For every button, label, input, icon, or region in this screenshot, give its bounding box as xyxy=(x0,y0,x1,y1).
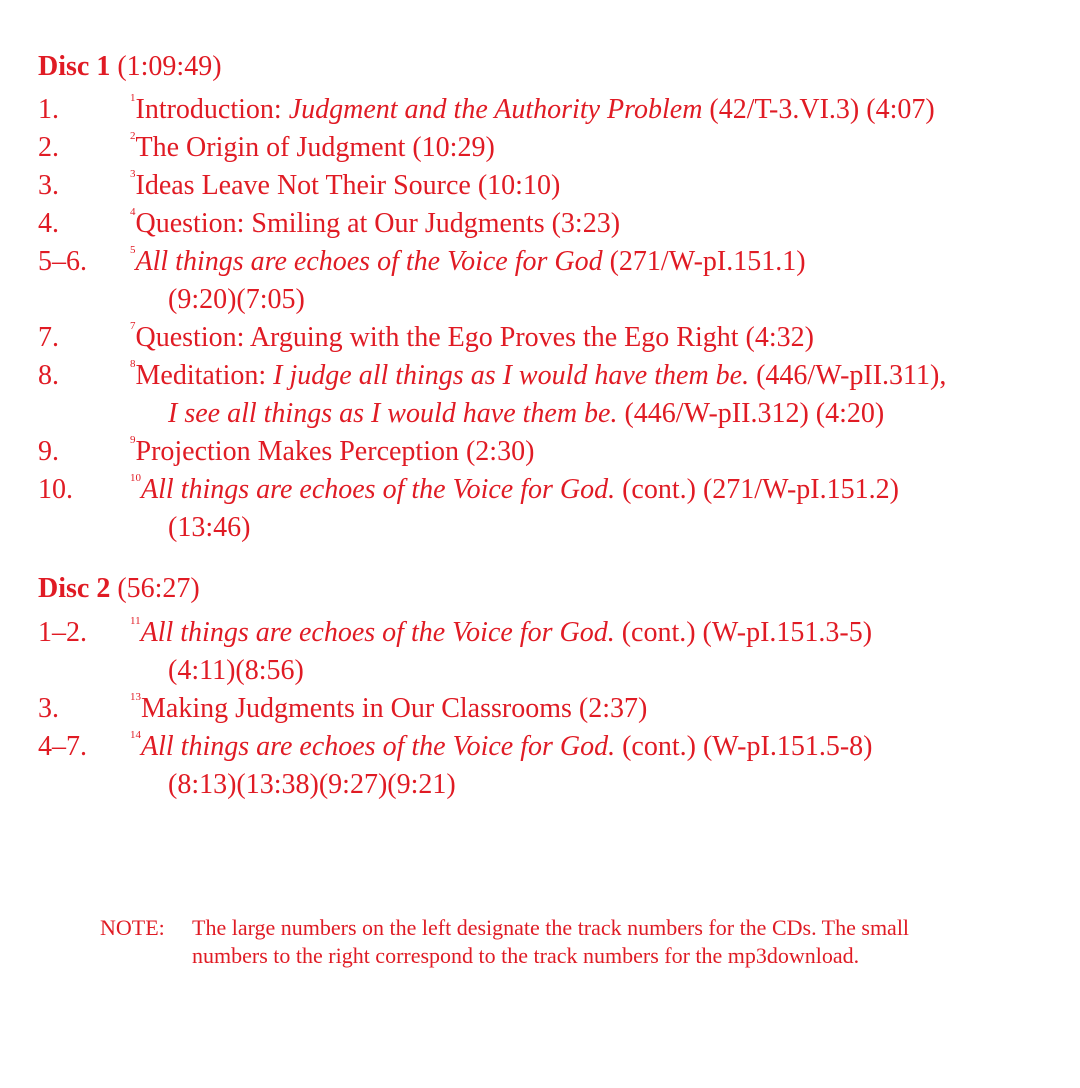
track-row xyxy=(38,319,1068,357)
track-italic-title: I see all things as I would have them be. xyxy=(168,398,618,429)
track-title xyxy=(130,728,1068,766)
track-text: Ideas Leave Not Their Source (10:10) xyxy=(135,170,561,201)
track-row xyxy=(38,129,1068,167)
cd-track-number-blank xyxy=(38,766,130,804)
disc-2-heading xyxy=(38,570,200,608)
track-row-continued xyxy=(38,766,1068,804)
track-reference: (446/W-pII.311), xyxy=(749,360,947,391)
cd-track-number: 3. xyxy=(38,170,59,201)
track-durations: (446/W-pII.312) (4:20) xyxy=(617,398,885,429)
track-italic-title: All things are echoes of the Voice for God. xyxy=(141,731,616,762)
note-text xyxy=(192,914,909,970)
track-text: Meditation: xyxy=(135,360,274,391)
track-row-continued xyxy=(38,281,1068,319)
disc-1-track-list xyxy=(38,91,1068,547)
note-line-1: The large numbers on the left designate the track numbers for the CDs. The small xyxy=(192,915,910,940)
cd-track-number: 3. xyxy=(38,693,59,724)
mp3-track-number: 9 xyxy=(130,434,136,446)
cd-track-number-blank xyxy=(38,395,130,433)
cd-track-number: 9. xyxy=(38,436,59,467)
track-title xyxy=(130,167,1068,205)
mp3-track-number: 8 xyxy=(130,358,136,370)
cd-track-number: 10. xyxy=(38,474,73,505)
track-italic-title: All things are echoes of the Voice for God xyxy=(135,246,603,277)
mp3-track-number: 13 xyxy=(130,691,141,703)
track-text: Projection Makes Perception (2:30) xyxy=(135,436,535,467)
disc-1-heading xyxy=(38,48,222,86)
track-continuation xyxy=(130,395,1068,433)
cd-track-number: 4. xyxy=(38,208,59,239)
track-title xyxy=(130,433,1068,471)
track-durations: (13:46) xyxy=(168,512,251,543)
track-row xyxy=(38,433,1068,471)
track-reference: (cont.) (W-pI.151.3-5) xyxy=(614,617,873,648)
disc-2-duration: (56:27) xyxy=(117,573,200,604)
cd-track-number-blank xyxy=(38,652,130,690)
track-durations: (4:11)(8:56) xyxy=(168,655,304,686)
mp3-track-number: 11 xyxy=(130,615,141,627)
mp3-track-number: 14 xyxy=(130,729,141,741)
track-text: Making Judgments in Our Classrooms (2:37) xyxy=(141,693,648,724)
track-row xyxy=(38,614,1068,652)
track-title xyxy=(130,205,1068,243)
cd-track-number: 7. xyxy=(38,322,59,353)
cd-track-number-blank xyxy=(38,509,130,547)
track-continuation xyxy=(130,766,1068,804)
track-continuation xyxy=(130,509,1068,547)
track-row xyxy=(38,205,1068,243)
cd-track-number: 4–7. xyxy=(38,731,87,762)
track-title xyxy=(130,614,1068,652)
track-continuation xyxy=(130,652,1068,690)
mp3-track-number: 5 xyxy=(130,244,136,256)
track-text: The Origin of Judgment (10:29) xyxy=(135,132,495,163)
cd-track-number: 5–6. xyxy=(38,246,87,277)
cd-track-number: 1. xyxy=(38,94,59,125)
note-label: NOTE: xyxy=(100,915,165,940)
cd-track-number-blank xyxy=(38,281,130,319)
track-italic-title: All things are echoes of the Voice for God. xyxy=(140,617,615,648)
track-row xyxy=(38,471,1068,509)
track-italic-title: I judge all things as I would have them be. xyxy=(273,360,750,391)
track-text: Introduction: xyxy=(135,94,289,125)
track-italic-title: Judgment and the Authority Problem xyxy=(288,94,703,125)
mp3-track-number: 4 xyxy=(130,206,136,218)
track-row xyxy=(38,357,1068,395)
track-row-continued xyxy=(38,509,1068,547)
track-row xyxy=(38,91,1068,129)
track-row-continued xyxy=(38,395,1068,433)
track-title xyxy=(130,690,1068,728)
track-title xyxy=(130,471,1068,509)
note-line-2: numbers to the right correspond to the track numbers for the mp3download. xyxy=(192,943,860,968)
mp3-track-number: 3 xyxy=(130,168,136,180)
track-row xyxy=(38,167,1068,205)
cd-track-number: 2. xyxy=(38,132,59,163)
disc-2-label: Disc 2 xyxy=(38,573,111,604)
track-row xyxy=(38,243,1068,281)
track-text: Question: Arguing with the Ego Proves the Ego Right (4:32) xyxy=(135,322,814,353)
track-title xyxy=(130,357,1068,395)
track-text: Question: Smiling at Our Judgments (3:23) xyxy=(135,208,621,239)
disc-2-track-list xyxy=(38,614,1068,804)
track-reference: (cont.) (271/W-pI.151.2) xyxy=(615,474,899,505)
disc-1-label: Disc 1 xyxy=(38,51,111,82)
track-italic-title: All things are echoes of the Voice for God. xyxy=(141,474,616,505)
mp3-track-number: 2 xyxy=(130,130,136,142)
disc-1-duration: (1:09:49) xyxy=(117,51,222,82)
mp3-track-number: 7 xyxy=(130,320,136,332)
track-durations: (9:20)(7:05) xyxy=(168,284,305,315)
mp3-track-number: 1 xyxy=(130,92,136,104)
mp3-track-number: 10 xyxy=(130,472,141,484)
track-reference: (cont.) (W-pI.151.5-8) xyxy=(615,731,873,762)
track-title xyxy=(130,243,1068,281)
track-row xyxy=(38,690,1068,728)
track-title xyxy=(130,91,1068,129)
cd-track-number: 1–2. xyxy=(38,617,87,648)
track-reference: (42/T-3.VI.3) (4:07) xyxy=(702,94,935,125)
footnote xyxy=(100,914,909,970)
track-row xyxy=(38,728,1068,766)
track-continuation xyxy=(130,281,1068,319)
cd-track-number: 8. xyxy=(38,360,59,391)
track-title xyxy=(130,129,1068,167)
track-title xyxy=(130,319,1068,357)
track-durations: (8:13)(13:38)(9:27)(9:21) xyxy=(168,769,456,800)
track-reference: (271/W-pI.151.1) xyxy=(602,246,806,277)
track-row-continued xyxy=(38,652,1068,690)
